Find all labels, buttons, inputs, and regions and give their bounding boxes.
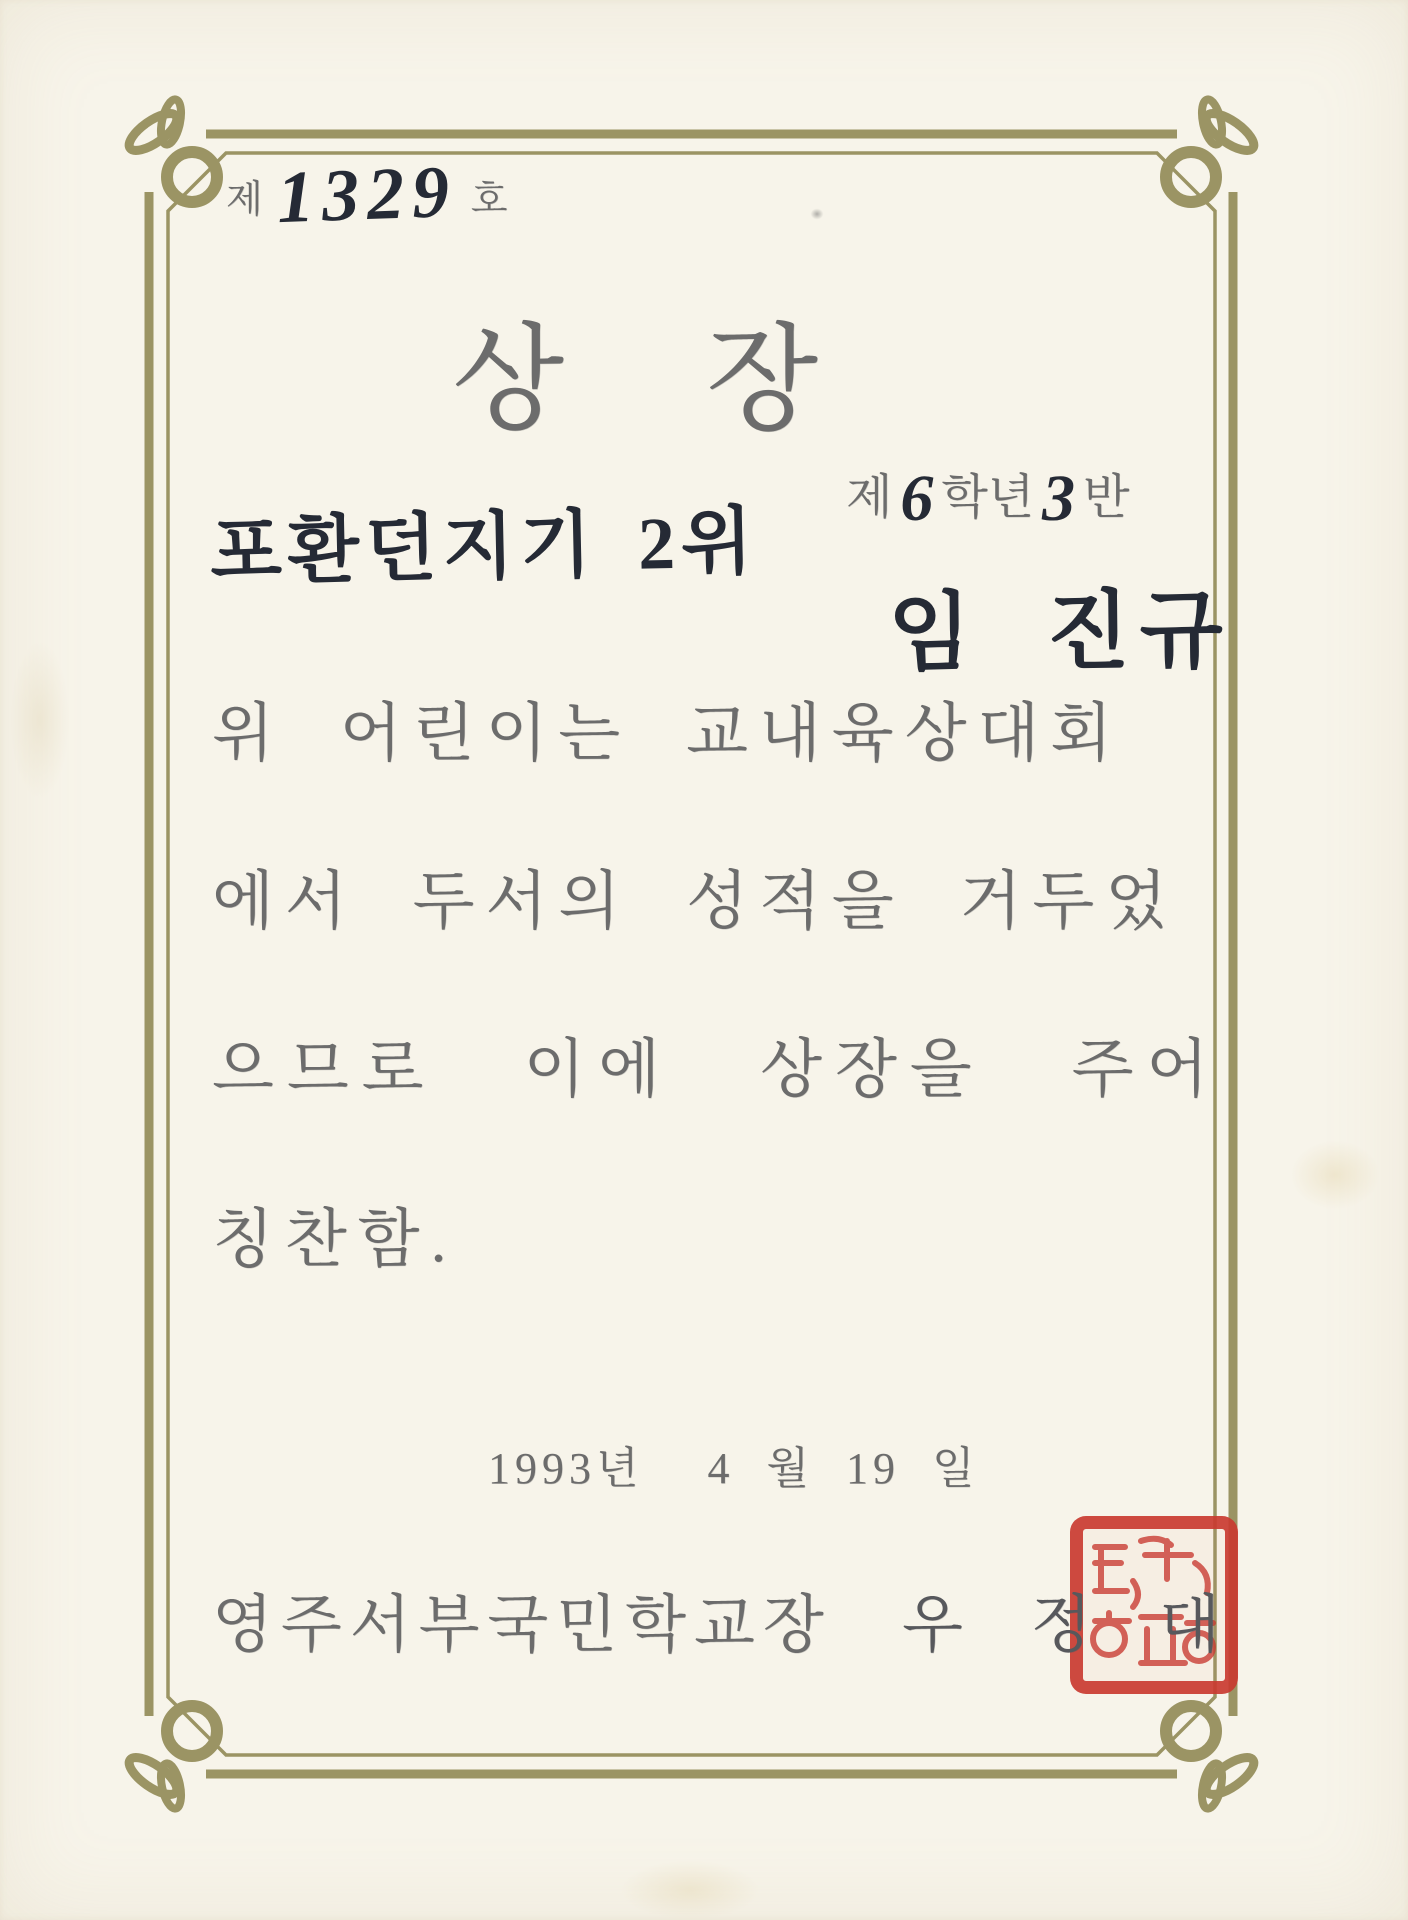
issuer-school-title: 영주서부국민학교장 — [212, 1590, 832, 1660]
student-grade-class — [846, 462, 1130, 535]
grade-label: 학년 — [941, 471, 1035, 524]
certificate-number-value: 1329 — [275, 150, 459, 240]
issue-date: 1993년 4 월 19 일 — [488, 1444, 980, 1493]
body-line-4: 칭찬함. — [212, 1204, 458, 1275]
class-label: 반 — [1083, 471, 1130, 524]
award-event-rank: 포환던지기 2위 — [209, 501, 760, 595]
certificate-number-suffix: 호 — [470, 178, 508, 221]
certificate-title: 상장 — [452, 317, 961, 445]
principal-name: 우 정 대 — [902, 1590, 1225, 1660]
certificate-number-prefix: 제 — [226, 178, 263, 221]
grade-number: 6 — [900, 462, 934, 535]
class-number: 3 — [1042, 462, 1076, 535]
body-line-3: 으므로 이에 상장을 주어 — [212, 1034, 1222, 1105]
student-name: 임 진규 — [887, 582, 1234, 682]
body-line-1: 위 어린이는 교내육상대회 — [212, 698, 1124, 769]
body-line-2: 에서 두서의 성적을 거두었 — [212, 866, 1179, 937]
certificate-number — [226, 150, 508, 240]
grade-prefix: 제 — [846, 471, 893, 524]
